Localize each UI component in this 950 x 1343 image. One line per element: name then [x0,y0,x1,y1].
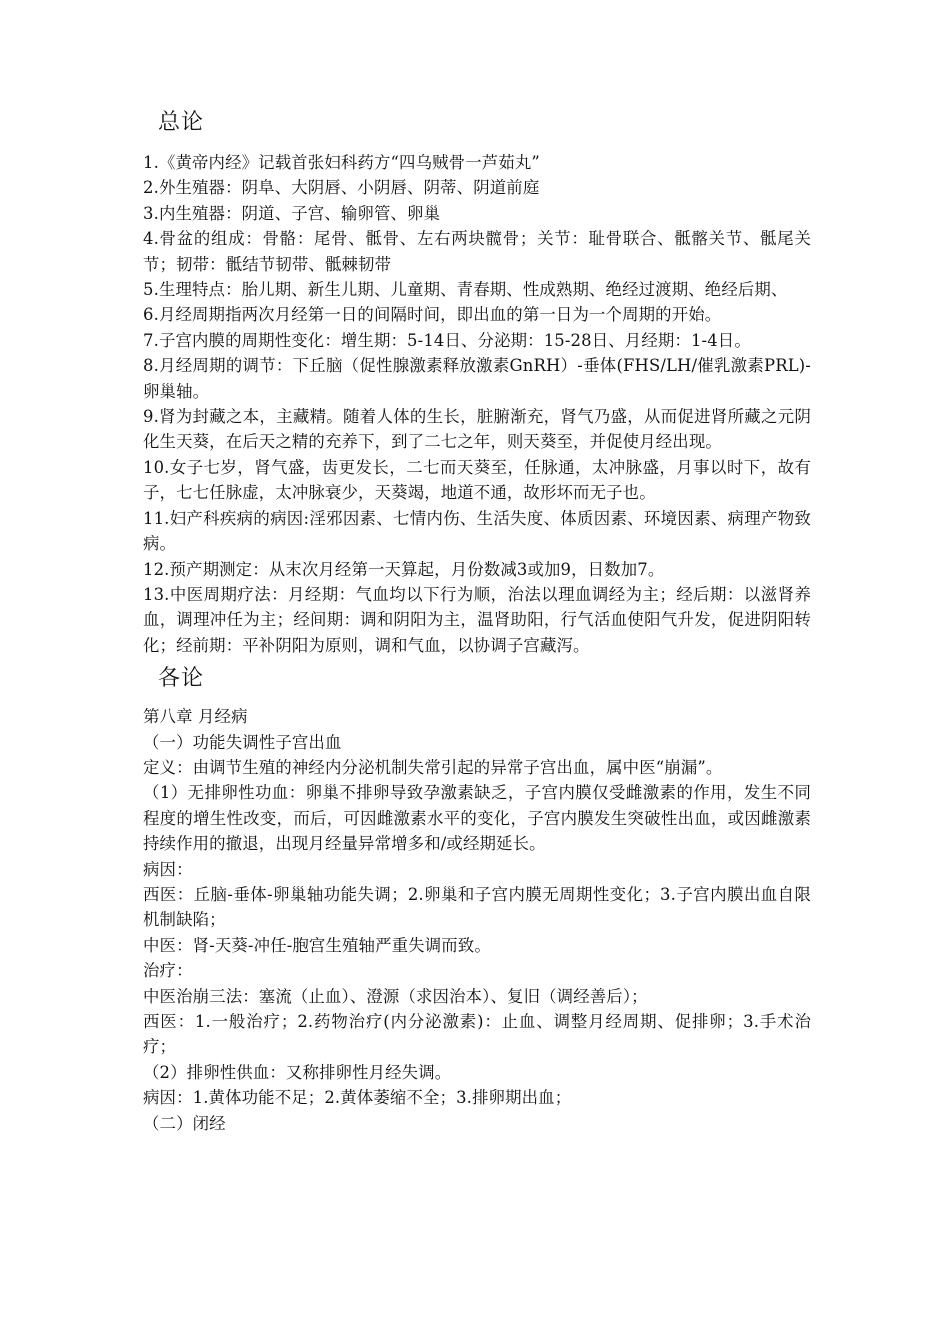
general-item-1: 1.《黄帝内经》记载首张妇科药方“四乌贼骨一芦茹丸” [143,153,540,172]
treatment-label: 治疗： [143,961,193,981]
section-heading-general: 总论 [158,110,205,135]
anovulatory-paragraph: （1）无排卵性功血：卵巢不排卵导致孕激素缺乏，子宫内膜仅受雌激素的作用，发生不同程度的增生性改变，而后，可因雌激素水平的变化，子宫内膜发生突破性出血，或因雌激素持续作用的撤退，出现月经量异常增多和/或经期延长。 [143,783,811,854]
western-treatment: 西医：1.一般治疗；2.药物治疗(内分泌激素)：止血、调整月经周期、促排卵；3.手术治疗； [143,1012,811,1057]
ovulatory-title: （2）排卵性供血：又称排卵性月经失调。 [143,1062,452,1082]
etiology-label: 病因： [143,859,193,879]
section-heading-specific: 各论 [158,666,205,692]
ovulatory-etiology: 病因：1.黄体功能不足；2.黄体萎缩不全；3.排卵期出血； [143,1088,572,1108]
chapter-title: 第八章 月经病 [143,707,248,727]
general-item-12: 12.预产期测定：从末次月经第一天算起，月份数减3或加9，日数加7。 [143,559,665,579]
general-item-11: 11.妇产科疾病的病因:淫邪因素、七情内伤、生活失度、体质因素、环境因素、病理产物致病。 [143,508,811,554]
general-item-10: 10.女子七岁，肾气盛，齿更发长，二七而天葵至，任脉通，太冲脉盛，月事以时下，故有子，七七任脉虚，太冲脉衰少，天葵竭，地道不通，故形坏而无子也。 [143,457,811,503]
definition-line: 定义：由调节生殖的神经内分泌机制失常引起的异常子宫出血，属中医“崩漏”。 [143,757,723,777]
tcm-etiology: 中医：肾-天葵-冲任-胞宫生殖轴严重失调而致。 [143,935,491,955]
general-item-7: 7.子宫内膜的周期性变化：增生期：5-14日、分泌期：15-28日、月经期：1-4日。 [143,330,751,350]
amenorrhea-title: （二）闭经 [143,1113,226,1133]
general-item-9: 9.肾为封藏之本，主藏精。随着人体的生长，脏腑渐充，肾气乃盛，从而促进肾所藏之元阴化生天葵，在后天之精的充养下，到了二七之年，则天葵至，并促使月经出现。 [143,407,811,452]
general-item-8: 8.月经周期的调节：下丘脑（促性腺激素释放激素GnRH）-垂体(FHS/LH/催乳激素PRL)-卵巢轴。 [143,356,811,401]
subsection-title: （一）功能失调性子宫出血 [143,732,342,752]
general-item-6: 6.月经周期指两次月经第一日的间隔时间，即出血的第一日为一个周期的开始。 [143,305,722,325]
tcm-treatment: 中医治崩三法：塞流（止血）、澄源（求因治本）、复旧（调经善后）； [143,986,648,1006]
general-item-2: 2.外生殖器：阴阜、大阴唇、小阴唇、阴蒂、阴道前庭 [143,178,540,198]
document-page [143,108,811,1136]
general-item-4: 4.骨盆的组成：骨骼：尾骨、骶骨、左右两块髋骨；关节：耻骨联合、骶髂关节、骶尾关节；韧带：骶结节韧带、骶棘韧带 [143,229,811,274]
general-item-5: 5.生理特点：胎儿期、新生儿期、儿童期、青春期、性成熟期、绝经过渡期、绝经后期、 [143,280,788,300]
general-item-3: 3.内生殖器：阴道、子宫、输卵管、卵巢 [143,203,441,223]
western-etiology: 西医：丘脑-垂体-卵巢轴功能失调；2.卵巢和子宫内膜无周期性变化；3.子宫内膜出血自限机制缺陷； [143,884,811,930]
general-item-13: 13.中医周期疗法：月经期：气血均以下行为顺，治法以理血调经为主；经后期：以滋肾养血，调理冲任为主；经间期：调和阴阳为主，温肾助阳，行气活血使阳气升发，促进阴阳转化；经前期：平补阴阳为原则，调和气血，以协调子宫藏泻。 [143,584,811,655]
